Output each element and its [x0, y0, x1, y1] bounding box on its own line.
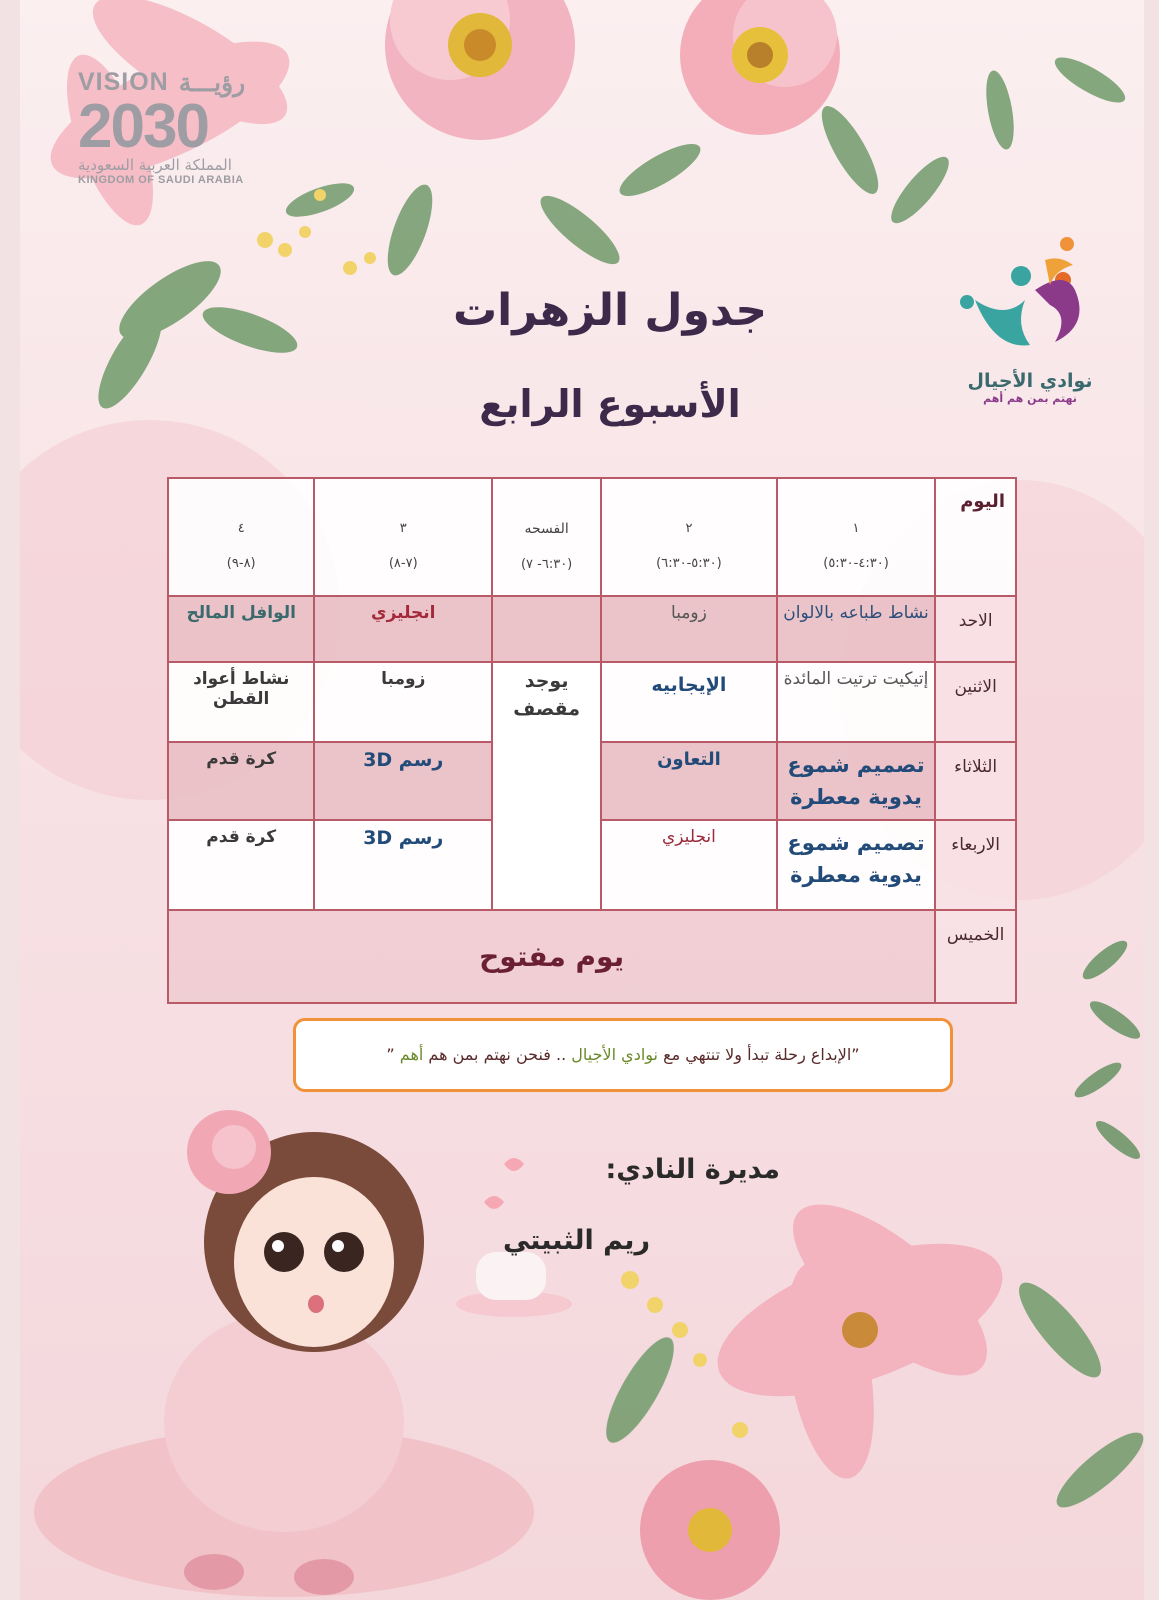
quote-box: ”الإبداع رحلة تبدأ ولا تنتهي مع نوادي الأجيال .. فنحن نهتم بمن هم أهم ” — [293, 1018, 953, 1092]
activity-cell: زومبا — [314, 662, 492, 742]
table-row — [168, 910, 1016, 1003]
break-cell-empty — [492, 596, 601, 662]
activity-cell: الإيجابيه — [601, 662, 777, 742]
activity-cell: التعاون — [601, 742, 777, 820]
activity-cell: إتيكيت ترتيت المائدة — [777, 662, 935, 742]
activity-cell: تصميم شموع يدوية معطرة — [777, 742, 935, 820]
club-logo — [955, 230, 1105, 430]
club-name: نوادي الأجيال — [967, 370, 1093, 392]
table-row — [168, 596, 1016, 662]
day-cell: الثلاثاء — [935, 742, 1016, 820]
activity-cell: انجليزي — [601, 820, 777, 910]
signature-name: ريم الثبيتي — [502, 1225, 650, 1256]
activity-cell: تصميم شموع يدوية معطرة — [777, 820, 935, 910]
day-cell: الاحد — [935, 596, 1016, 662]
schedule-table — [167, 477, 1017, 1004]
activity-cell: زومبا — [601, 596, 777, 662]
period-2-header: ٢ (٥:٣٠-٦:٣٠) — [601, 478, 777, 596]
activity-cell: الوافل المالح — [168, 596, 314, 662]
period-4-header: ٤ (٨-٩) — [168, 478, 314, 596]
day-cell: الاربعاء — [935, 820, 1016, 910]
page-title: جدول الزهرات — [452, 285, 768, 336]
page-subtitle: الأسبوع الرابع — [479, 382, 741, 426]
signature-title: مديرة النادي: — [605, 1154, 780, 1185]
vision-year: 2030 — [78, 92, 208, 161]
day-header: اليوم — [935, 478, 1016, 596]
activity-cell: كرة قدم — [168, 742, 314, 820]
quote-club-name: نوادي الأجيال — [571, 1045, 658, 1064]
activity-cell: نشاط أعواد القطن — [168, 662, 314, 742]
day-cell: الخميس — [935, 910, 1016, 1003]
canteen-cell: يوجد مقصف — [492, 662, 601, 910]
club-tagline: نهتم بمن هم أهم — [983, 392, 1077, 405]
activity-cell: رسم 3D — [314, 820, 492, 910]
club-figures-icon — [955, 230, 1105, 360]
activity-cell: رسم 3D — [314, 742, 492, 820]
period-3-header: ٣ (٧-٨) — [314, 478, 492, 596]
open-day-cell: يوم مفتوح — [168, 910, 935, 1003]
girl-illustration — [14, 1092, 574, 1600]
table-row — [168, 662, 1016, 742]
vision-2030-logo: VISION رؤيـــة 2030 المملكة العربية السعودية KINGDOM OF SAUDI ARABIA — [78, 68, 268, 198]
activity-cell: كرة قدم — [168, 820, 314, 910]
activity-cell: نشاط طباعه بالالوان — [777, 596, 935, 662]
day-cell: الاثنين — [935, 662, 1016, 742]
activity-cell: انجليزي — [314, 596, 492, 662]
period-1-header: ١ (٤:٣٠-٥:٣٠) — [777, 478, 935, 596]
break-header: الفسحه (٦:٣٠- ٧) — [492, 478, 601, 596]
